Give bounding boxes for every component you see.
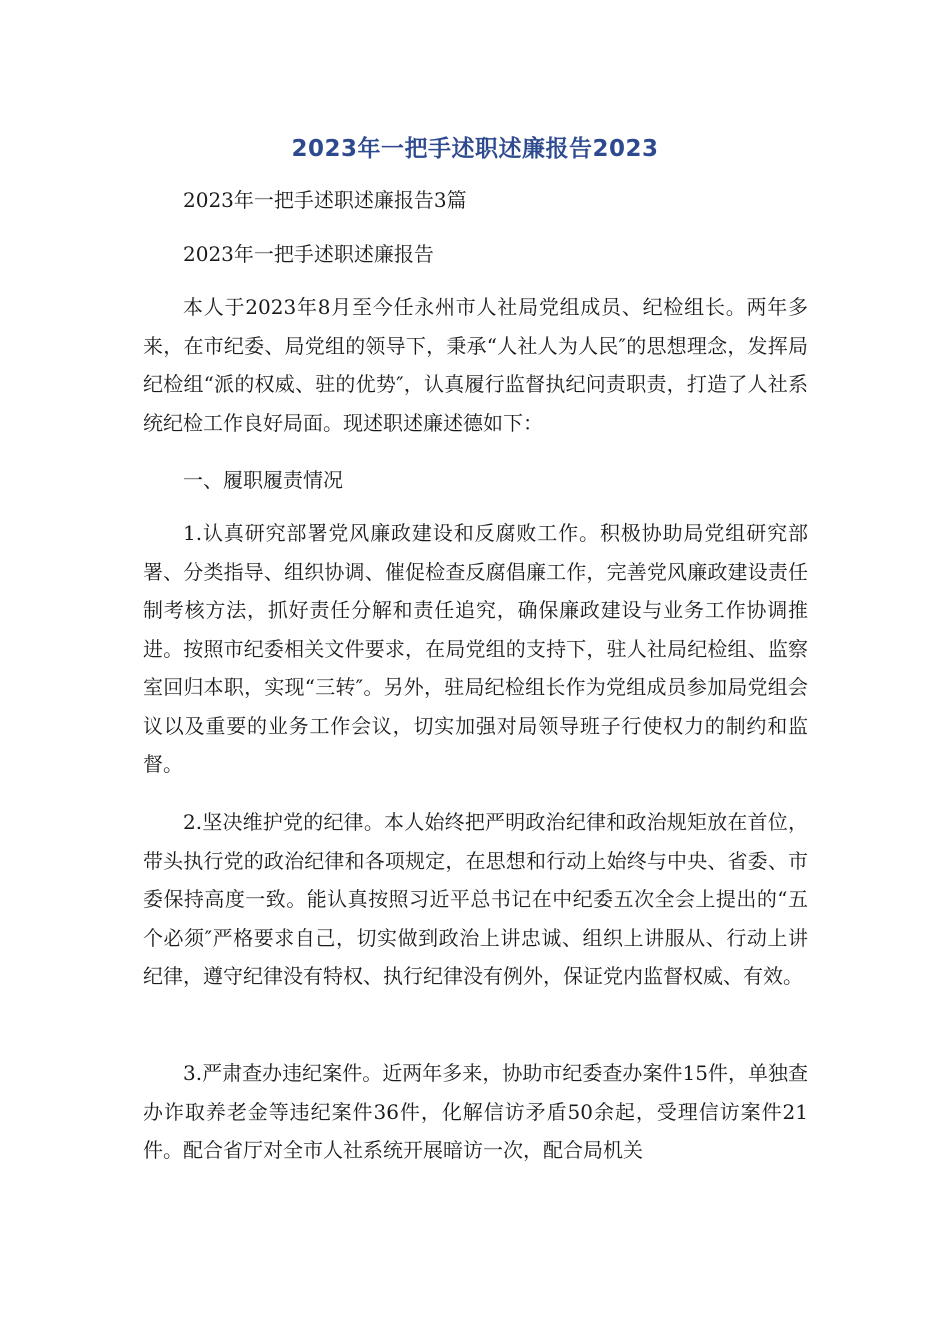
paragraph-subtitle: 2023年一把手述职述廉报告 — [183, 242, 434, 266]
paragraph-item-2: 2.坚决维护党的纪律。本人始终把严明政治纪律和政治规矩放在首位，带头执行党的政治纪律和各项规定，在思想和行动上始终与中央、省委、市委保持高度一致。能认真按照习近平总书记在中纪委五次全会上提出的“五个必须″严格要求自己，切实做到政治上讲忠诚、组织上讲服从、行动上讲纪律，遵守纪律没有特权、执行纪律没有例外，保证党内监督权威、有效。 — [143, 810, 808, 988]
document-title: 2023年一把手述职述廉报告2023 — [291, 136, 659, 162]
paragraph-subtitle-3-pieces: 2023年一把手述职述廉报告3篇 — [183, 188, 467, 212]
section-heading-1: 一、履职履责情况 — [183, 468, 343, 492]
paragraph-intro: 本人于2023年8月至今任永州市人社局党组成员、纪检组长。两年多来，在市纪委、局党组的领导下，秉承“人社人为人民″的思想理念，发挥局纪检组“派的权威、驻的优势″，认真履行监督执纪问责职责，打造了人社系统纪检工作良好局面。现述职述廉述德如下： — [143, 295, 808, 435]
paragraph-item-1: 1.认真研究部署党风廉政建设和反腐败工作。积极协助局党组研究部署、分类指导、组织协调、催促检查反腐倡廉工作，完善党风廉政建设责任制考核方法，抓好责任分解和责任追究，确保廉政建设与业务工作协调推进。按照市纪委相关文件要求，在局党组的支持下，驻人社局纪检组、监察室回归本职，实现“三转″。另外，驻局纪检组长作为党组成员参加局党组会议以及重要的业务工作会议，切实加强对局领导班子行使权力的制约和监督。 — [143, 521, 808, 776]
paragraph-item-3: 3.严肃查办违纪案件。近两年多来，协助市纪委查办案件15件，单独查办诈取养老金等违纪案件36件，化解信访矛盾50余起，受理信访案件21件。配合省厅对全市人社系统开展暗访一次，配合局机关 — [143, 1061, 808, 1162]
